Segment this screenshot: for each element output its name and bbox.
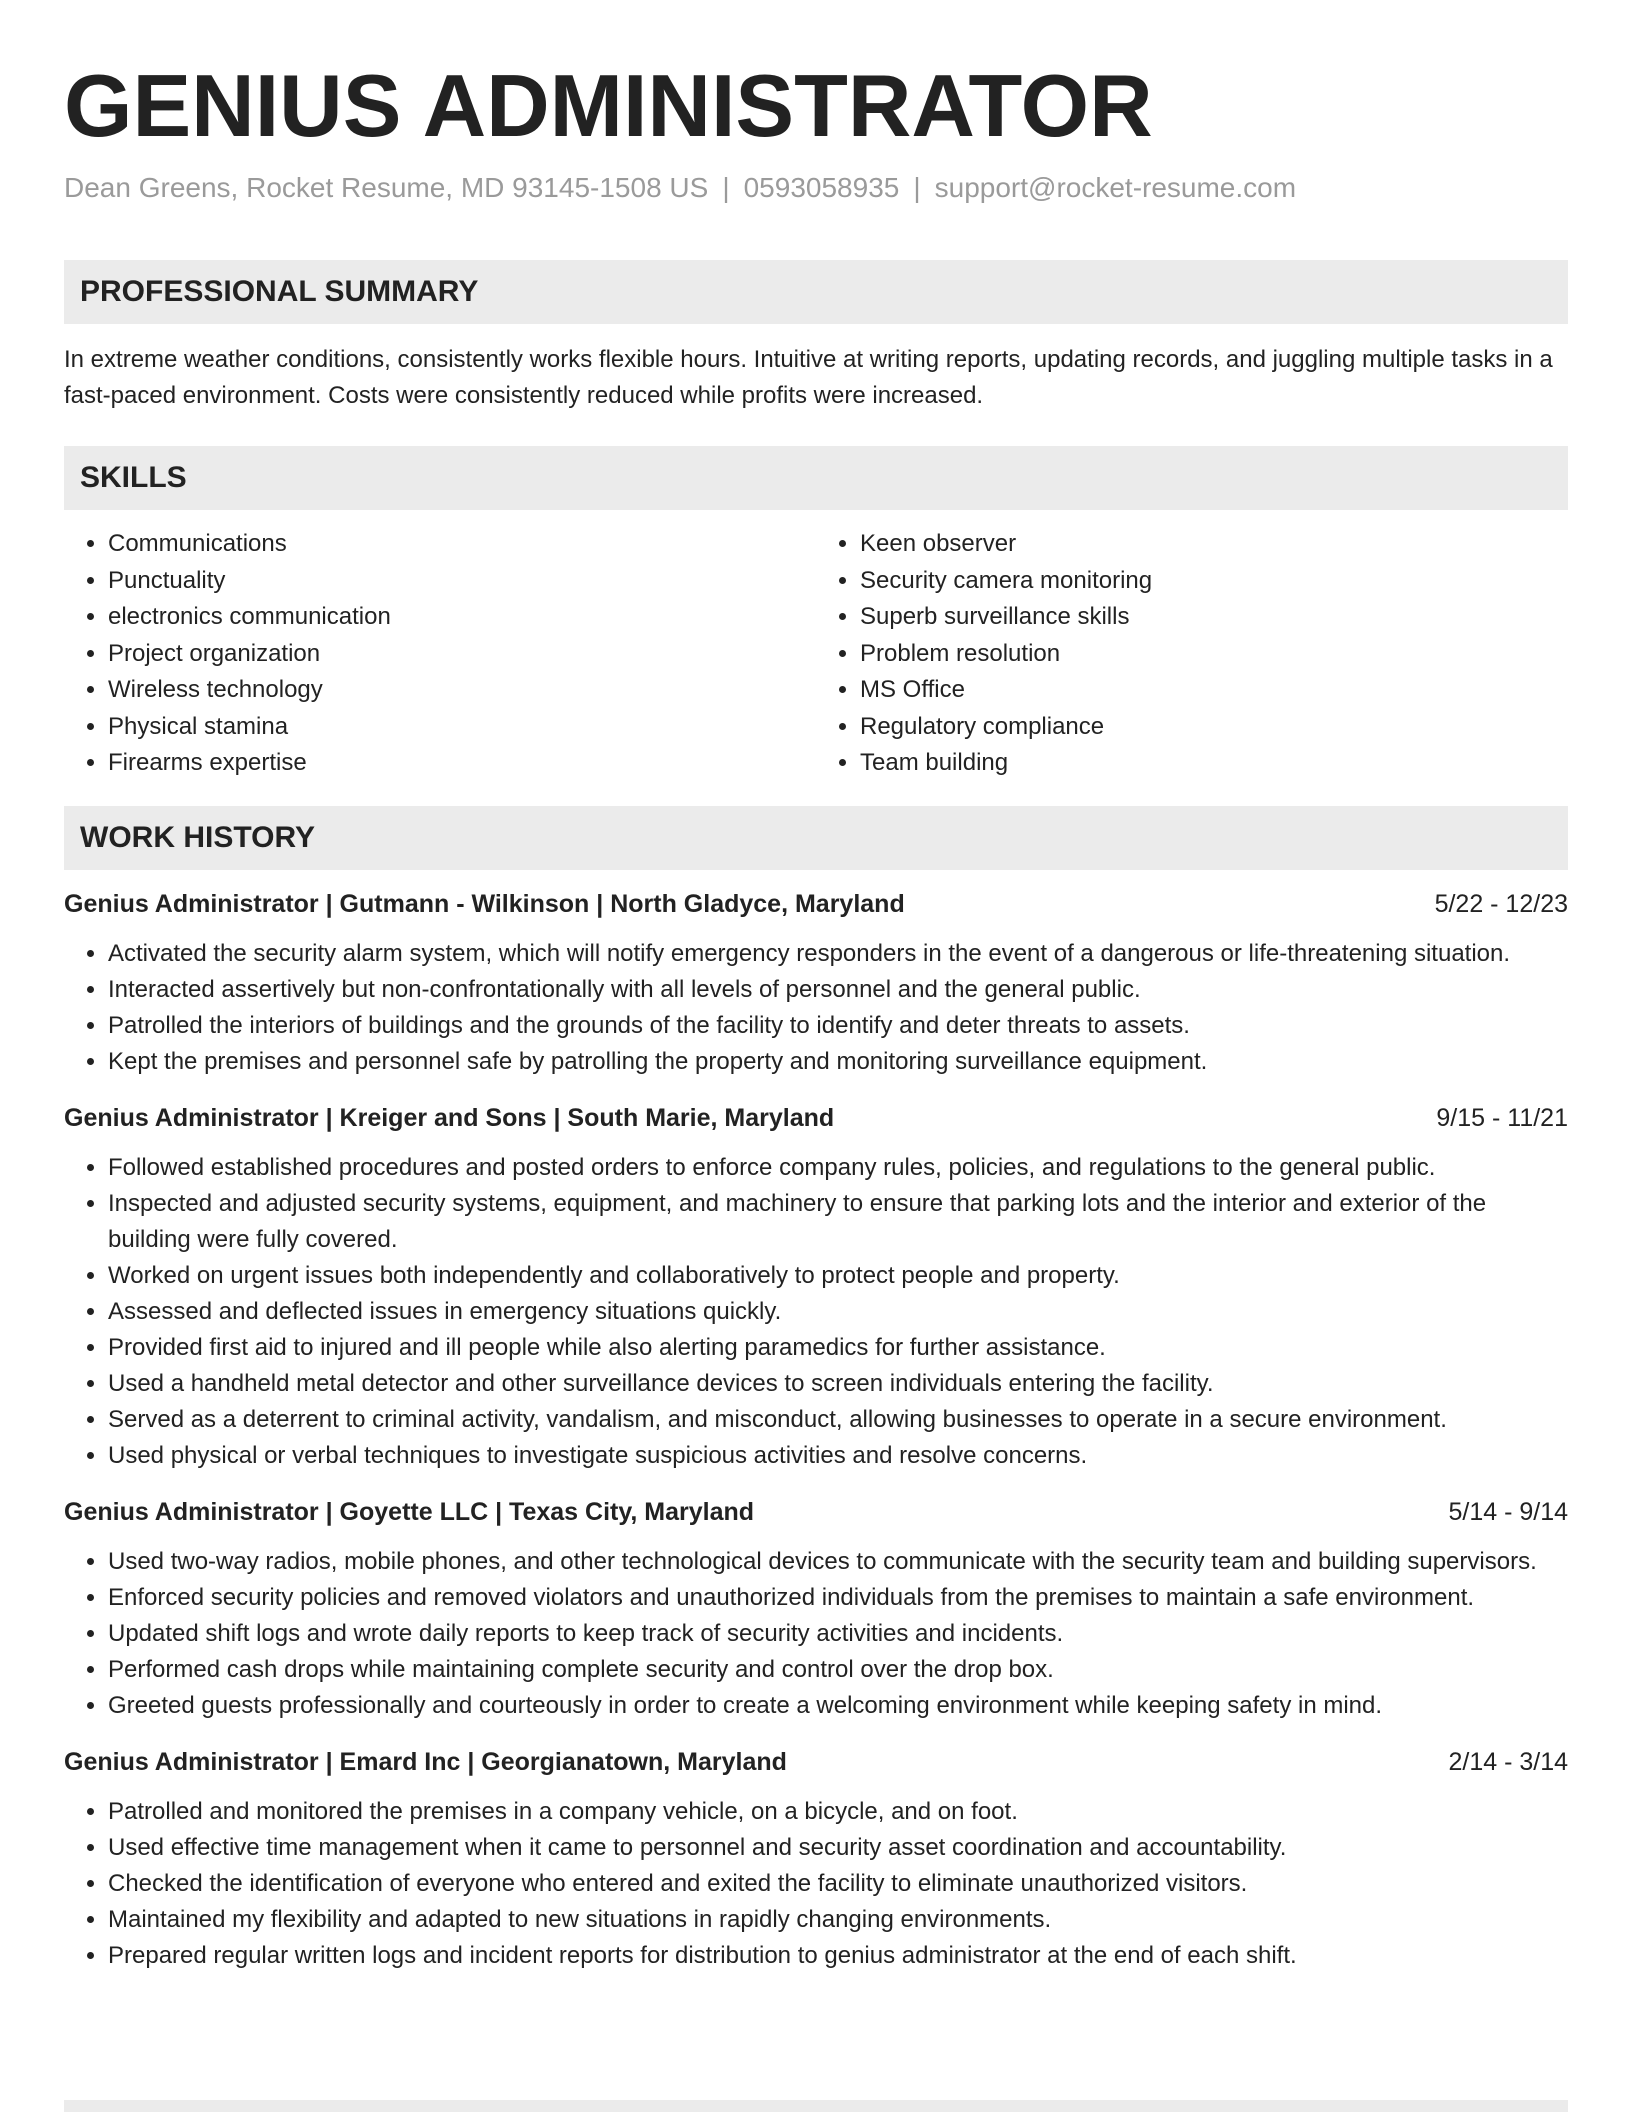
job-bullet: • Assessed and deflected issues in emergency situations quickly.	[108, 1294, 1568, 1330]
contact-email: support@rocket-resume.com	[934, 172, 1297, 203]
job-header	[64, 886, 1568, 922]
skill-item: • Superb surveillance skills	[860, 599, 1568, 636]
job-bullets	[64, 1150, 1568, 1474]
job-bullet: • Prepared regular written logs and incident reports for distribution to genius administrator at the end of each shift.	[108, 1938, 1568, 1974]
skill-item: • Firearms expertise	[108, 745, 816, 782]
job-entry	[64, 1744, 1568, 1974]
job-bullet: • Served as a deterrent to criminal activity, vandalism, and misconduct, allowing businesses to operate in a secure environment.	[108, 1402, 1568, 1438]
job-bullet: • Updated shift logs and wrote daily reports to keep track of security activities and incidents.	[108, 1616, 1568, 1652]
job-header	[64, 1100, 1568, 1136]
job-header	[64, 1744, 1568, 1780]
job-bullet: • Checked the identification of everyone who entered and exited the facility to eliminate unauthorized visitors.	[108, 1866, 1568, 1902]
contact-phone: 0593058935	[743, 172, 900, 203]
job-header	[64, 1494, 1568, 1530]
job-entry	[64, 886, 1568, 1080]
candidate-name: GENIUS ADMINISTRATOR	[64, 56, 1153, 155]
job-title: Genius Administrator | Emard Inc | Georgianatown, Maryland	[64, 1747, 787, 1776]
job-bullet: • Kept the premises and personnel safe by patrolling the property and monitoring surveillance equipment.	[108, 1044, 1568, 1080]
job-bullet: • Used physical or verbal techniques to investigate suspicious activities and resolve concerns.	[108, 1438, 1568, 1474]
job-bullet: • Interacted assertively but non-confrontationally with all levels of personnel and the general public.	[108, 972, 1568, 1008]
skill-item: • Communications	[108, 526, 816, 563]
contact-address: Dean Greens, Rocket Resume, MD 93145-1508 US	[64, 172, 709, 203]
job-title: Genius Administrator | Gutmann - Wilkinson | North Gladyce, Maryland	[64, 889, 905, 918]
contact-separator: |	[913, 172, 921, 203]
section-header-skills: SKILLS	[64, 446, 1568, 510]
job-bullet: • Used effective time management when it came to personnel and security asset coordination and accountability.	[108, 1830, 1568, 1866]
skill-item: • Wireless technology	[108, 672, 816, 709]
skill-item: • electronics communication	[108, 599, 816, 636]
job-title: Genius Administrator | Kreiger and Sons | South Marie, Maryland	[64, 1103, 835, 1132]
skill-item: • Team building	[860, 745, 1568, 782]
job-entry	[64, 1100, 1568, 1474]
job-dates: 9/15 - 11/21	[1436, 1103, 1568, 1132]
skill-item: • Keen observer	[860, 526, 1568, 563]
job-bullet: • Greeted guests professionally and courteously in order to create a welcoming environment while keeping safety in mind.	[108, 1688, 1568, 1724]
resume-page	[64, 0, 1568, 1974]
skill-item: • Project organization	[108, 636, 816, 673]
job-bullets	[64, 1544, 1568, 1724]
skills-grid	[64, 526, 1568, 782]
job-title: Genius Administrator | Goyette LLC | Texas City, Maryland	[64, 1497, 755, 1526]
job-bullet: • Worked on urgent issues both independently and collaboratively to protect people and property.	[108, 1258, 1568, 1294]
job-bullets	[64, 936, 1568, 1080]
skill-item: • Punctuality	[108, 563, 816, 600]
summary-text: In extreme weather conditions, consistently works flexible hours. Intuitive at writing reports, updating records, and juggling multiple tasks in a fast-paced environment. Costs were consistently reduced while profits were increased.	[64, 346, 1553, 409]
skill-item: • Physical stamina	[108, 709, 816, 746]
skills-column-left	[64, 526, 816, 782]
job-bullet: • Patrolled the interiors of buildings and the grounds of the facility to identify and deter threats to assets.	[108, 1008, 1568, 1044]
job-bullet: • Performed cash drops while maintaining complete security and control over the drop box.	[108, 1652, 1568, 1688]
job-dates: 5/14 - 9/14	[1448, 1497, 1568, 1526]
job-bullet: • Maintained my flexibility and adapted to new situations in rapidly changing environments.	[108, 1902, 1568, 1938]
contact-line	[64, 170, 1568, 206]
job-bullets	[64, 1794, 1568, 1974]
skills-column-right	[816, 526, 1568, 782]
skill-item: • Regulatory compliance	[860, 709, 1568, 746]
job-bullet: • Used two-way radios, mobile phones, and other technological devices to communicate with the security team and building supervisors.	[108, 1544, 1568, 1580]
section-header-summary: PROFESSIONAL SUMMARY	[64, 260, 1568, 324]
contact-separator: |	[722, 172, 730, 203]
job-dates: 2/14 - 3/14	[1448, 1747, 1568, 1776]
job-bullet: • Provided first aid to injured and ill people while also alerting paramedics for further assistance.	[108, 1330, 1568, 1366]
job-bullet: • Used a handheld metal detector and other surveillance devices to screen individuals entering the facility.	[108, 1366, 1568, 1402]
skill-item: • Problem resolution	[860, 636, 1568, 673]
job-bullet: • Enforced security policies and removed violators and unauthorized individuals from the premises to maintain a safe environment.	[108, 1580, 1568, 1616]
skill-item: • Security camera monitoring	[860, 563, 1568, 600]
next-section-header-strip	[64, 2100, 1568, 2112]
job-entry	[64, 1494, 1568, 1724]
job-bullet: • Activated the security alarm system, which will notify emergency responders in the event of a dangerous or life-threatening situation.	[108, 936, 1568, 972]
job-dates: 5/22 - 12/23	[1434, 889, 1568, 918]
job-bullet: • Inspected and adjusted security systems, equipment, and machinery to ensure that parking lots and the interior and exterior of the building were fully covered.	[108, 1186, 1568, 1258]
job-bullet: • Patrolled and monitored the premises in a company vehicle, on a bicycle, and on foot.	[108, 1794, 1568, 1830]
section-header-work-history: WORK HISTORY	[64, 806, 1568, 870]
skill-item: • MS Office	[860, 672, 1568, 709]
job-bullet: • Followed established procedures and posted orders to enforce company rules, policies, and regulations to the general public.	[108, 1150, 1568, 1186]
